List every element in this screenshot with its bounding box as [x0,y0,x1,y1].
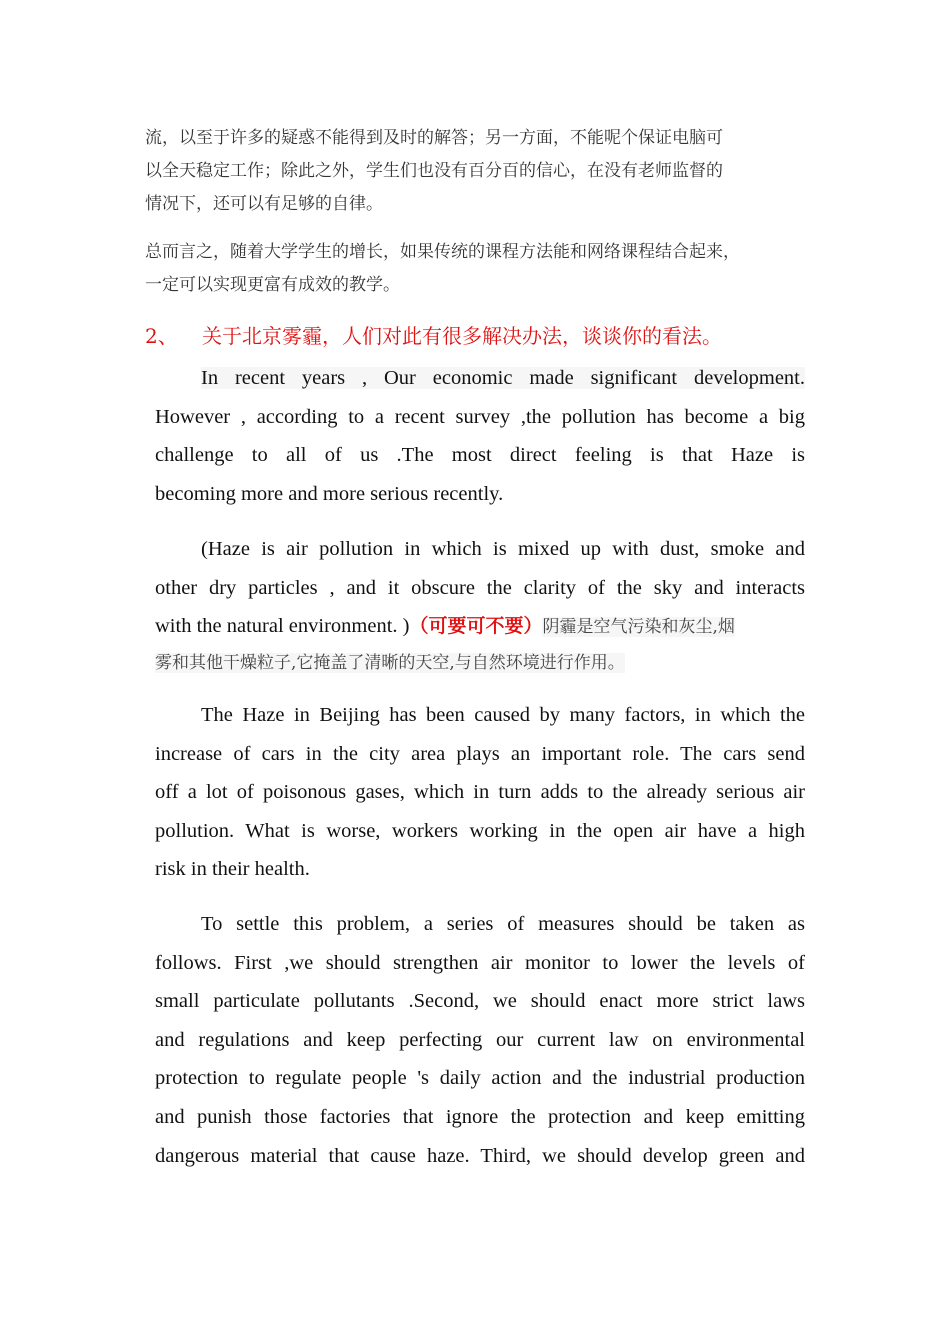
essay-paragraph-causes [155,696,805,889]
text-line: 一定可以实现更富有成效的教学。 [145,275,400,295]
text-line: small particulate pollutants .Second, we should enact more strict laws [155,990,805,1013]
text-line: increase of cars in the city area plays an important role. The cars send [155,742,805,765]
optional-note: （可要可不要） [409,615,543,638]
text-line: and regulations and keep perfecting our current law on environmental [155,1028,805,1051]
text-line: pollution. What is worse, workers working in the open air have a high [155,819,805,842]
text-line: follows. First ,we should strengthen air monitor to lower the levels of [155,951,805,974]
text-line: off a lot of poisonous gases, which in turn adds to the already serious air [155,781,805,804]
essay-paragraph-intro [155,359,805,513]
text-line: and punish those factories that ignore the protection and keep emitting [155,1105,805,1128]
text-line: To settle this problem, a series of measures should be taken as [201,913,805,935]
text-line [155,647,805,678]
text-line: becoming more and more serious recently. [155,482,504,505]
question-heading [145,320,722,352]
text-line: The Haze in Beijing has been caused by many factors, in which the [201,704,805,726]
essay-paragraph-definition [155,530,805,678]
text-line: However , according to a recent survey ,the pollution has become a big [155,405,805,428]
cn-paragraph-online-course-drawbacks [145,122,815,221]
question-title: 关于北京雾霾，人们对此有很多解决办法，谈谈你的看法。 [202,324,722,348]
text-line: 情况下，还可以有足够的自律。 [145,194,383,214]
text-line: protection to regulate people 's daily action and the industrial production [155,1067,805,1090]
chinese-translation: 阴霾是空气污染和灰尘,烟 [542,617,735,638]
text-line: In recent years , Our economic made significant development. [201,367,805,389]
chinese-translation: 雾和其他干燥粒子,它掩盖了清晰的天空,与自然环境进行作用。 [155,652,625,673]
text-line: challenge to all of us .The most direct feeling is that Haze is [155,444,805,467]
text-line: with the natural environment. )（可要可不要）阴霾是空气污染和灰尘,烟 [155,615,735,638]
essay-paragraph-measures [155,905,805,1175]
text-line: other dry particles , and it obscure the clarity of the sky and interacts [155,576,805,599]
question-number: 2、 [145,324,178,348]
text-line: 流，以至于许多的疑惑不能得到及时的解答；另一方面，不能呢个保证电脑可 [145,128,723,148]
text-line: 总而言之，随着大学学生的增长，如果传统的课程方法能和网络课程结合起来， [145,242,740,262]
text-line: dangerous material that cause haze. Third, we should develop green and [155,1144,805,1167]
cn-paragraph-conclusion [145,236,815,302]
text-line: risk in their health. [155,858,310,881]
text-line: 以全天稳定工作；除此之外，学生们也没有百分百的信心，在没有老师监督的 [145,161,723,181]
text-line: (Haze is air pollution in which is mixed up with dust, smoke and [201,538,805,560]
